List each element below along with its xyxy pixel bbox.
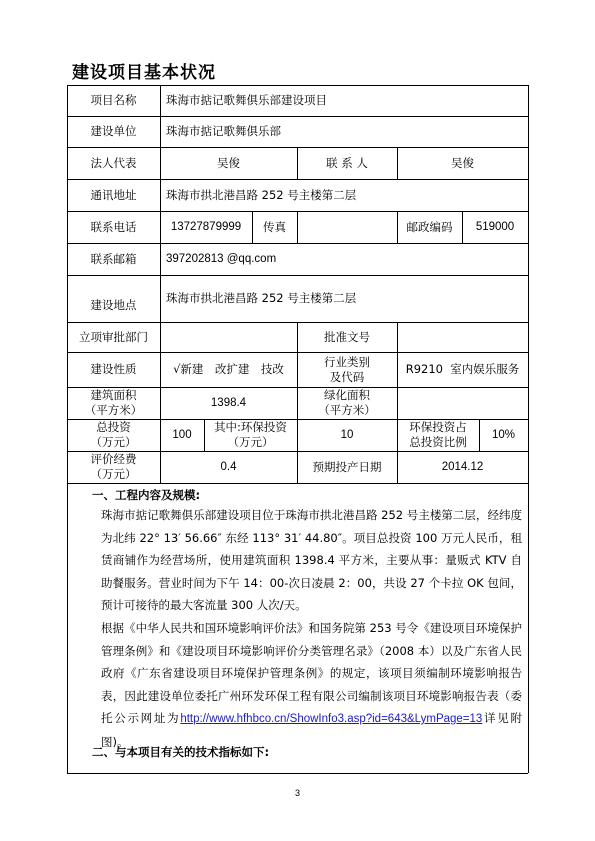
contact-label: 联 系 人 — [326, 155, 368, 170]
eval-fee-label: 评价经费 （万元） — [90, 452, 137, 481]
paragraph-text: 珠海市掂记歌舞俱乐部建设项目位于珠海市拱北港昌路 252 号主楼第二层，经纬度为北纬 22° 13′ 56.66″ 东经 113° 31′ 44.80″。项目总投资 100 万元人民币，租赁商铺作为经营场所，使用建筑面积 1398.4 平方米，主要从事：量贩式 KTV 自助餐服务。营业时间为下午 14：00-次日凌晨 2：00，共设 27 个卡拉 OK 包间，预计可接待的最大客流量 300 人次/天。 — [101, 508, 522, 612]
approval-value — [160, 322, 297, 352]
postal-value: 519000 — [475, 220, 515, 233]
build-unit-label: 建设单位 — [90, 124, 137, 138]
phone-label: 联系电话 — [90, 219, 137, 234]
fax-value — [297, 211, 397, 243]
location-label: 建设地点 — [90, 298, 137, 312]
approval-doc-value — [397, 322, 528, 352]
project-name-value: 珠海市掂记歌舞俱乐部建设项目 — [166, 93, 327, 107]
eval-fee-value: 0.4 — [220, 460, 237, 473]
approval-label: 立项审批部门 — [79, 329, 148, 344]
paragraph-tail: 详见附图)。 — [101, 711, 522, 749]
investment-value: 100 — [172, 428, 192, 441]
section1-paragraph2 — [78, 617, 522, 753]
section1-paragraph1 — [78, 504, 522, 617]
contact-value: 吴俊 — [451, 155, 474, 170]
area-label: 建筑面积 （平方米） — [84, 388, 143, 417]
notice-url-link[interactable]: http://www.hfhbco.cn/ShowInfo3.asp?id=643&LymPage=13 — [180, 713, 483, 725]
paragraph-text: 根据《中华人民共和国环境影响评价法》和国务院第 253 号令《建设项目环境保护管理条例》和《建设项目环境影响评价分类管理名录》（2008 本）以及广东省人民政府《广东省建设项目环境保护管理条例》的规定，该项目须编制环境影响报告表，因此建设单位委托广州环发环保工程有限公司编制该项目环境影响报告表（委托公示网址为 — [101, 621, 522, 725]
email-value: 397202813 @qq.com — [166, 252, 277, 265]
area-value: 1398.4 — [210, 396, 247, 409]
section2-heading: 二、与本项目有关的技术指标如下: — [92, 745, 270, 759]
address-label: 通讯地址 — [90, 187, 137, 202]
location-value: 珠海市拱北港昌路 252 号主楼第二层 — [166, 291, 357, 305]
approval-doc-label: 批准文号 — [324, 329, 370, 344]
table-border — [528, 85, 529, 773]
investment-label: 总投资 （万元） — [90, 420, 137, 449]
section1-heading: 一、工程内容及规模: — [92, 488, 201, 502]
green-value — [397, 387, 528, 419]
phone-value: 13727879999 — [170, 220, 242, 233]
project-name-label: 项目名称 — [90, 93, 137, 107]
nature-value: √新建 改扩建 技改 — [173, 362, 284, 376]
env-investment-label: 其中:环保投资 （万元） — [214, 420, 287, 449]
production-date-value: 2014.12 — [441, 460, 484, 473]
industry-value: R9210 室内娱乐服务 — [405, 362, 520, 376]
build-unit-value: 珠海市掂记歌舞俱乐部 — [166, 124, 281, 138]
nature-label: 建设性质 — [90, 362, 137, 376]
green-label: 绿化面积 （平方米） — [318, 388, 376, 417]
email-label: 联系邮箱 — [90, 251, 137, 266]
legal-label: 法人代表 — [90, 155, 137, 170]
env-ratio-value: 10% — [491, 428, 516, 441]
industry-label: 行业类别 及代码 — [324, 354, 370, 384]
page-title: 建设项目基本状况 — [72, 63, 216, 83]
env-ratio-label: 环保投资占 总投资比例 — [409, 420, 467, 449]
production-date-label: 预期投产日期 — [312, 459, 382, 474]
fax-label: 传真 — [263, 219, 286, 234]
postal-label: 邮政编码 — [406, 219, 453, 234]
table-rule — [67, 483, 528, 484]
page-number: 3 — [294, 788, 300, 798]
env-investment-value: 10 — [340, 428, 354, 441]
address-value: 珠海市拱北港昌路 252 号主楼第二层 — [166, 187, 357, 202]
table-rule — [67, 773, 528, 774]
legal-value: 吴俊 — [217, 155, 240, 170]
